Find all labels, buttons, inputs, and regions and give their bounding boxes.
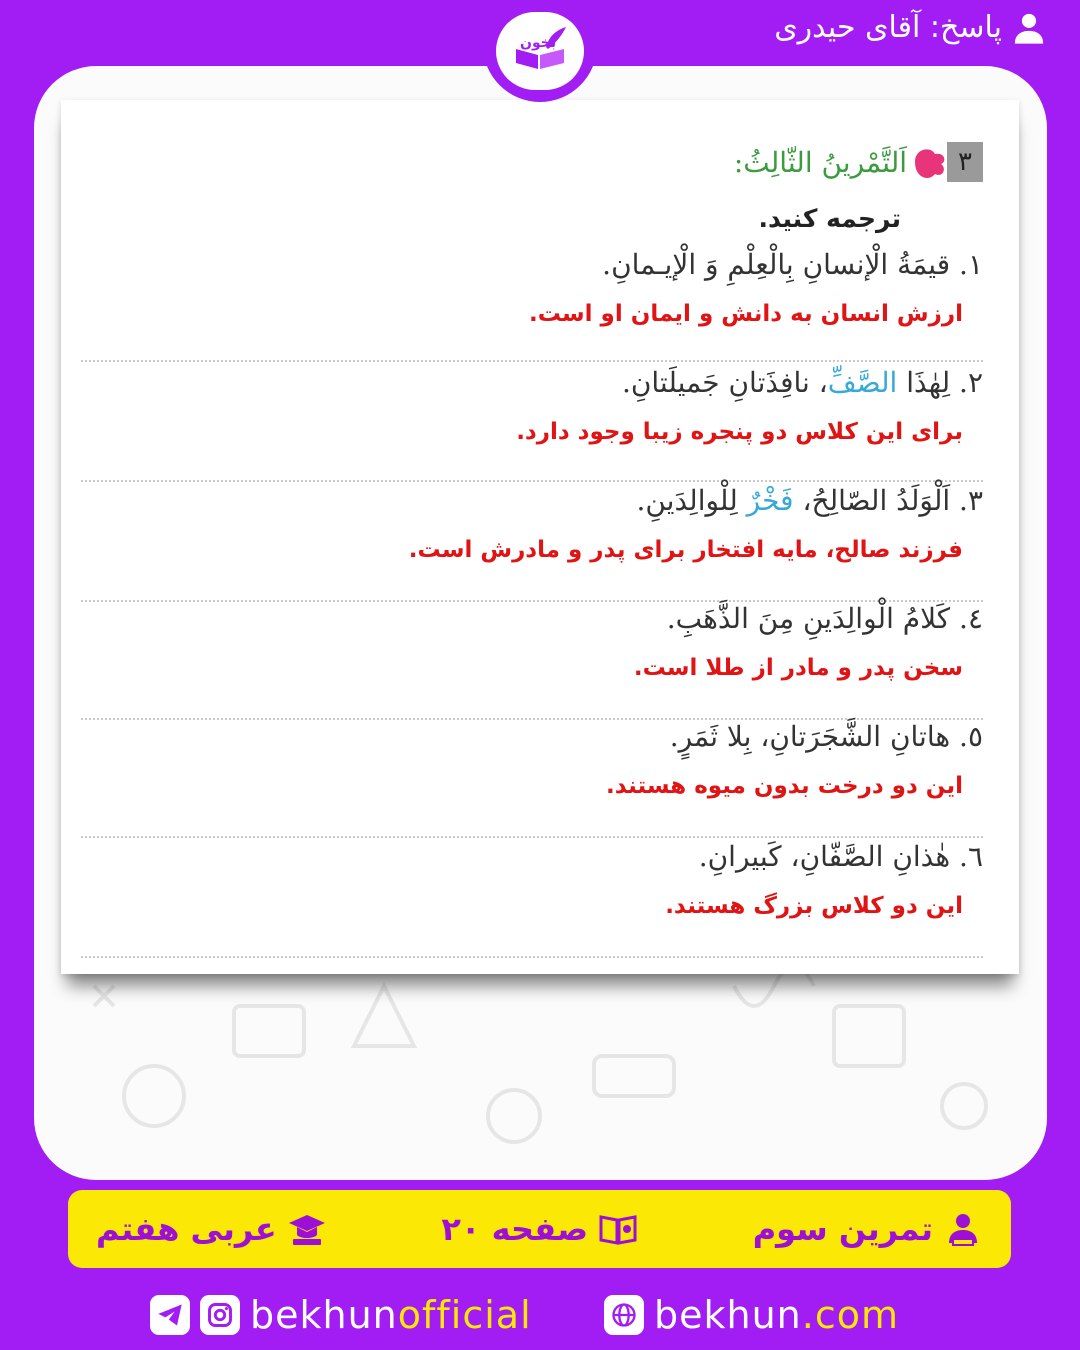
arabic-sentence xyxy=(81,840,983,873)
arabic-text: کَلامُ الْوالِدَینِ مِنَ الذَّهَبِ. xyxy=(666,602,951,635)
social-handle[interactable] xyxy=(150,1290,532,1340)
handle-suffix: official xyxy=(397,1293,532,1337)
item-number: ٢. xyxy=(959,366,983,399)
arabic-sentence xyxy=(81,602,983,635)
page-label: صفحه ۲۰ xyxy=(441,1210,588,1248)
main-card xyxy=(34,66,1047,1180)
exercise-heading xyxy=(734,142,983,182)
teacher-icon xyxy=(943,1209,983,1249)
website-link[interactable] xyxy=(604,1290,899,1340)
instagram-icon[interactable] xyxy=(200,1295,240,1335)
info-bar xyxy=(68,1190,1011,1268)
exercise-info xyxy=(753,1209,983,1249)
book-quill-icon xyxy=(510,25,570,77)
arabic-sentence xyxy=(81,720,983,753)
item-number: ٦. xyxy=(959,840,983,873)
arabic-text-rest: لِلْوالِدَینِ. xyxy=(636,484,747,517)
highlighted-word: فَخْرٌ xyxy=(746,484,794,517)
answer-text: برای این کلاس دو پنجره زیبا وجود دارد. xyxy=(516,419,963,445)
arabic-text: هاتانِ الشَّجَرَتانِ، بِلا ثَمَرٍ. xyxy=(669,720,951,753)
exercise-label: تمرین سوم xyxy=(752,1210,933,1248)
site-suffix: .com xyxy=(801,1293,900,1337)
highlighted-word: الصَّفِّ xyxy=(827,366,898,399)
graduation-cap-icon xyxy=(287,1209,327,1249)
page-info xyxy=(441,1209,638,1249)
answer-text: ارزش انسان به دانش و ایمان او است. xyxy=(528,301,963,327)
exercise-item-5 xyxy=(81,720,983,799)
flower-icon xyxy=(911,142,947,182)
exercise-item-1 xyxy=(81,248,983,327)
book-icon xyxy=(598,1209,638,1249)
exercise-item-2 xyxy=(81,366,983,445)
background-doodles xyxy=(34,946,1047,1180)
social-handle-text[interactable] xyxy=(250,1293,532,1337)
answer-line xyxy=(81,360,983,362)
answer-text: این دو درخت بدون میوه هستند. xyxy=(606,773,963,799)
subject-info xyxy=(96,1209,327,1249)
user-icon xyxy=(1012,11,1046,45)
answer-label: پاسخ: آقای حیدری xyxy=(774,10,1002,45)
arabic-text: هٰذانِ الصَّفّانِ، کَبیرانِ. xyxy=(698,840,951,873)
arabic-text: اَلْوَلَدُ الصّالِحُ، xyxy=(793,484,951,517)
item-number: ٤. xyxy=(959,602,983,635)
item-number: ١. xyxy=(959,248,983,281)
website-text[interactable] xyxy=(654,1293,899,1337)
arabic-sentence xyxy=(81,248,983,281)
exercise-item-3 xyxy=(81,484,983,563)
arabic-text: قیمَةُ الْإنسانِ بِالْعِلْمِ وَ الْإیـمانِ. xyxy=(602,248,951,281)
handle-prefix: bekhun xyxy=(250,1293,398,1337)
answer-credit xyxy=(774,10,1046,45)
arabic-sentence xyxy=(81,366,983,399)
answer-text: این دو کلاس بزرگ هستند. xyxy=(665,893,963,919)
subject-label: عربی هفتم xyxy=(96,1210,277,1248)
exercise-item-4 xyxy=(81,602,983,681)
logo-mark xyxy=(496,12,584,90)
telegram-icon[interactable] xyxy=(150,1295,190,1335)
arabic-text: لِهٰذَا xyxy=(897,366,951,399)
exercise-instruction: ترجمه کنید. xyxy=(758,204,901,233)
item-number: ٣. xyxy=(959,484,983,517)
exercise-number: ٣ xyxy=(947,142,983,182)
answer-line xyxy=(81,956,983,958)
arabic-sentence xyxy=(81,484,983,517)
answer-line xyxy=(81,836,983,838)
globe-icon[interactable] xyxy=(604,1295,644,1335)
site-prefix: bekhun xyxy=(654,1293,802,1337)
answer-text: فرزند صالح، مایه افتخار برای پدر و مادرش است. xyxy=(408,537,963,563)
exercise-title: اَلتَّمْرینُ الثّالِثُ: xyxy=(733,145,907,179)
worksheet-page xyxy=(61,100,1019,974)
exercise-item-6 xyxy=(81,840,983,919)
logo-text: بخون xyxy=(520,35,557,51)
answer-line xyxy=(81,480,983,482)
arabic-text-rest: ، نافِذَتانِ جَمیلَتانِ. xyxy=(621,366,828,399)
answer-text: سخن پدر و مادر از طلا است. xyxy=(633,655,963,681)
item-number: ٥. xyxy=(959,720,983,753)
